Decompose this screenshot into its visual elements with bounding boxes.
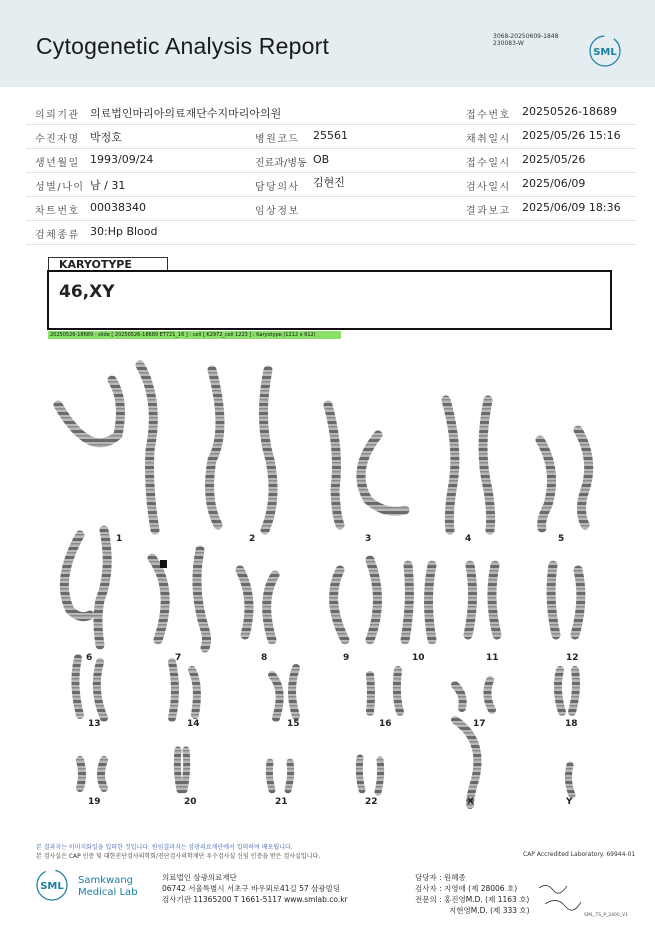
karyotype-result: 46,XY bbox=[59, 282, 115, 302]
info-row bbox=[26, 196, 636, 221]
document-number: SML_TS_P_2400_V1 bbox=[584, 913, 628, 918]
chromosome-label-7: 7 bbox=[175, 653, 182, 663]
chromosome-label-x: X bbox=[467, 797, 474, 807]
info-row bbox=[26, 124, 636, 149]
chromosome-label-2: 2 bbox=[249, 534, 256, 544]
chart-no-label: 차트번호 bbox=[35, 206, 80, 217]
chromosome-label-4: 4 bbox=[465, 534, 472, 544]
company-name-line1: Samkwang bbox=[78, 875, 133, 886]
karyogram bbox=[0, 340, 655, 810]
karyogram-image bbox=[0, 340, 655, 810]
slide-info-bar: 20250526-18689 - slide [ 20250526-18689 ET721_16 ] : cell [ K2972_cell 1223 ] : Karyotype (1212 x 912) bbox=[48, 331, 341, 339]
chromosome-label-15: 15 bbox=[287, 719, 300, 729]
chromosome-label-9: 9 bbox=[343, 653, 350, 663]
staff-specialist-1: 전문의 : 홍진영M.D. (제 1163 호) bbox=[415, 895, 530, 904]
report-date-label: 결과보고 bbox=[466, 206, 511, 217]
chromosome-label-18: 18 bbox=[565, 719, 578, 729]
staff-in-charge: 담당자 : 원혜종 bbox=[415, 873, 466, 882]
chromosome-label-5: 5 bbox=[558, 534, 565, 544]
chromosome-label-19: 19 bbox=[88, 797, 101, 807]
org-name: 의료법인 삼광의료재단 bbox=[162, 873, 237, 882]
doctor-value: 김현진 bbox=[313, 176, 345, 189]
chromosome-label-14: 14 bbox=[187, 719, 200, 729]
dept-value: OB bbox=[313, 153, 330, 166]
info-row bbox=[26, 172, 636, 197]
info-row bbox=[26, 220, 636, 245]
test-date-label: 검사일시 bbox=[466, 182, 511, 193]
sml-logo-icon bbox=[589, 35, 621, 67]
clinical-label: 임상정보 bbox=[255, 206, 300, 217]
specimen-value: 30:Hp Blood bbox=[90, 225, 158, 238]
signature-icon bbox=[535, 880, 585, 915]
specimen-code-2: 230083-W bbox=[493, 40, 524, 47]
collect-date-value: 2025/05/26 15:16 bbox=[522, 129, 621, 142]
chromosome-label-16: 16 bbox=[379, 719, 392, 729]
chromosome-label-20: 20 bbox=[184, 797, 197, 807]
chromosome-label-13: 13 bbox=[88, 719, 101, 729]
hospital-code-label: 병원코드 bbox=[255, 134, 300, 145]
karyotype-heading: KARYOTYPE bbox=[48, 257, 168, 270]
dept-label: 진료과/병동 bbox=[255, 158, 307, 169]
chromosome-label-1: 1 bbox=[116, 534, 123, 544]
chart-no-value: 00038340 bbox=[90, 201, 146, 214]
accreditation-note: 본 검사실은 CAP 인증 및 대한진단검사의학회/진단검사의학재단 우수검사실 신임 인증을 받은 검사실입니다. bbox=[36, 853, 321, 860]
svg-text:SML: SML bbox=[593, 47, 617, 58]
sex-age-label: 성별/나이 bbox=[35, 182, 85, 193]
doctor-label: 담당의사 bbox=[255, 182, 300, 193]
chromosome-label-6: 6 bbox=[86, 653, 93, 663]
institution-label: 의뢰기관 bbox=[35, 110, 80, 121]
chromosome-label-10: 10 bbox=[412, 653, 425, 663]
chromosome-drawings bbox=[58, 365, 589, 805]
receipt-no-label: 접수번호 bbox=[466, 110, 511, 121]
sex-age-value: 남 / 31 bbox=[90, 179, 126, 192]
org-address: 06742 서울특별시 서초구 바우뫼로41길 57 삼광빌딩 bbox=[162, 884, 341, 893]
institution-value: 의료법인마리아의료재단수지마리아의원 bbox=[90, 107, 282, 120]
svg-text:SML: SML bbox=[40, 881, 64, 892]
collect-date-label: 채취일시 bbox=[466, 134, 511, 145]
receipt-date-label: 접수일시 bbox=[466, 158, 511, 169]
info-row bbox=[26, 100, 636, 125]
chromosome-label-22: 22 bbox=[365, 797, 378, 807]
hospital-code-value: 25561 bbox=[313, 129, 348, 142]
chromosome-label-12: 12 bbox=[566, 653, 579, 663]
karyotype-result-box bbox=[47, 270, 612, 330]
chromosome-label-3: 3 bbox=[365, 534, 372, 544]
dob-value: 1993/09/24 bbox=[90, 153, 154, 166]
patient-label: 수진자명 bbox=[35, 134, 80, 145]
cap-accreditation: CAP Accredited Laboratory. 69944-01 bbox=[523, 851, 636, 858]
receipt-no-value: 20250526-18689 bbox=[522, 105, 617, 118]
chromosome-label-11: 11 bbox=[486, 653, 499, 663]
specimen-code-1: 3068-20250609-1848 bbox=[493, 33, 559, 40]
company-name-line2: Medical Lab bbox=[78, 887, 138, 898]
dark-band-marker bbox=[160, 560, 167, 568]
disclaimer-note: 본 결과지는 이미지화일을 입력한 것입니다. 원임결과지는 삼광의료재단에서 입력하여 배포됩니다. bbox=[36, 844, 293, 851]
chromosome-label-y: Y bbox=[566, 797, 573, 807]
staff-tester: 검사자 : 지영애 (제 28006 호) bbox=[415, 884, 518, 893]
test-date-value: 2025/06/09 bbox=[522, 177, 586, 190]
specimen-label: 검체종류 bbox=[35, 230, 80, 241]
report-date-value: 2025/06/09 18:36 bbox=[522, 201, 621, 214]
patient-value: 박정호 bbox=[90, 131, 122, 144]
chromosome-label-17: 17 bbox=[473, 719, 486, 729]
chromosome-label-8: 8 bbox=[261, 653, 268, 663]
dob-label: 생년월일 bbox=[35, 158, 80, 169]
org-contact: 검사기관 11365200 T 1661-5117 www.smlab.co.kr bbox=[162, 895, 348, 904]
chromosome-label-21: 21 bbox=[275, 797, 288, 807]
samkwang-logo-icon bbox=[35, 868, 75, 902]
staff-specialist-2: 지현영M.D. (제 333 호) bbox=[449, 906, 530, 915]
report-title: Cytogenetic Analysis Report bbox=[36, 33, 330, 59]
info-row bbox=[26, 148, 636, 173]
receipt-date-value: 2025/05/26 bbox=[522, 153, 586, 166]
